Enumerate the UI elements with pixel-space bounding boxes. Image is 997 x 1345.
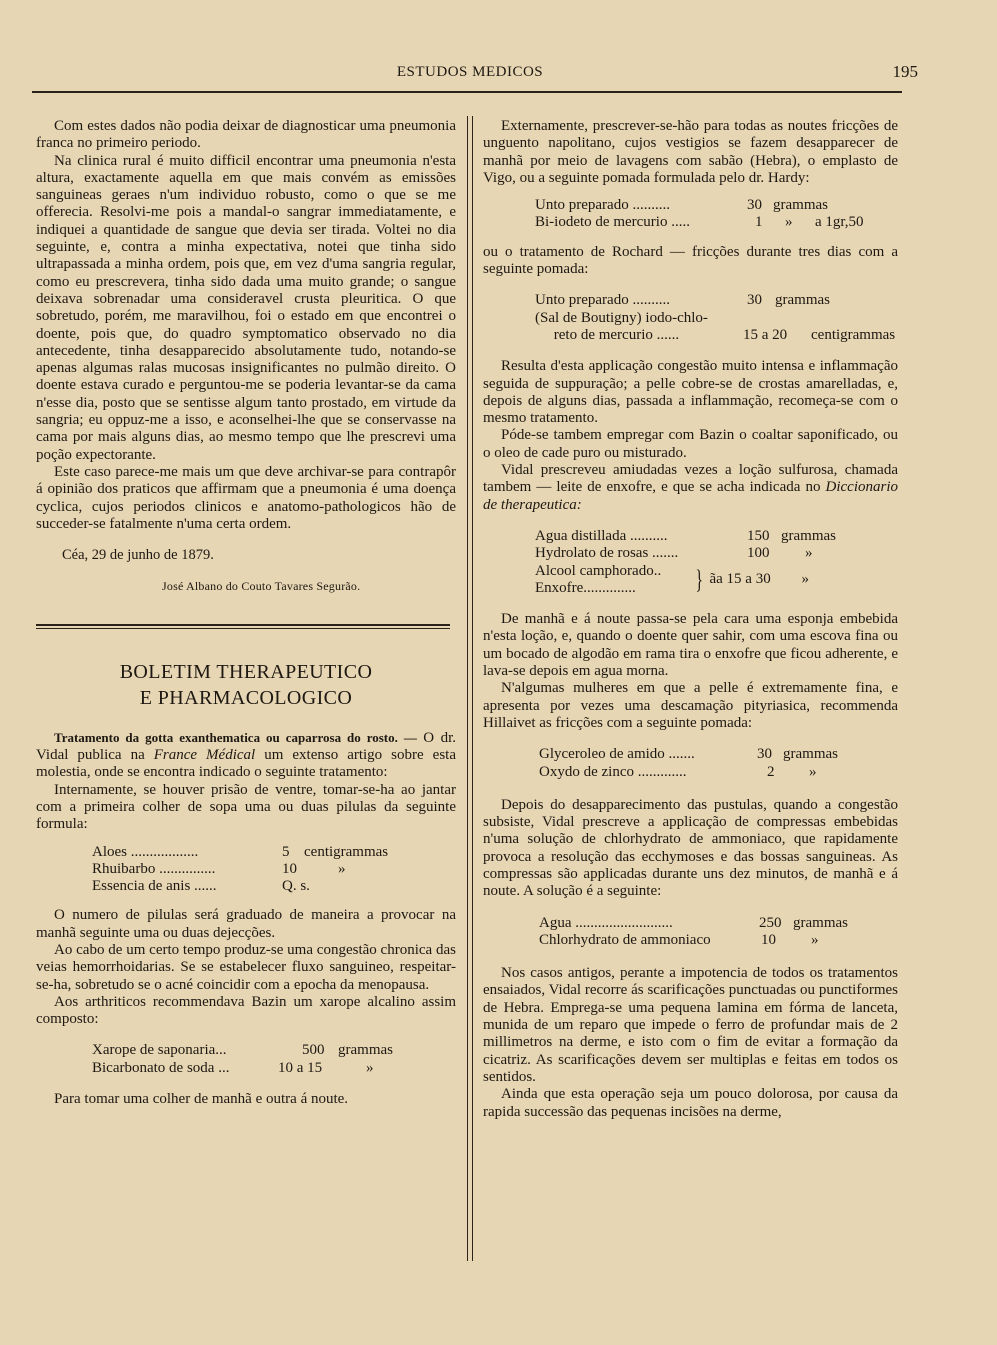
prescription-formula (535, 292, 898, 344)
ingredient-qty: 15 a 20 (743, 326, 788, 343)
right-column (483, 118, 898, 1121)
ingredient-unit: » (811, 931, 819, 948)
ingredient-name: (Sal de Boutigny) iodo-chlo- (535, 309, 708, 326)
ingredient-unit: » (801, 571, 809, 588)
text-run: Vidal prescreveu amiudadas vezes a loção sulfurosa, chamada tambem — leite de enxofre, e que se acha indicada no (483, 462, 898, 496)
formula-row (92, 861, 456, 878)
prescription-formula (535, 528, 898, 597)
paragraph: Com estes dados não podia deixar de diagnosticar uma pneumonia franca no primeiro periodo. (36, 118, 456, 152)
paragraph: Ainda que esta operação seja um pouco dolorosa, por causa da rapida successão das pequenas incisões na derme, (483, 1086, 898, 1120)
article-heading: Tratamento da gotta exanthematica ou caparrosa do rosto. — (54, 729, 417, 745)
paragraph: Nos casos antigos, perante a impotencia de todos os tratamentos ensaiados, Vidal recorre ás scarificações punctuadas ou punctiformes de Hebra. Emprega-se uma pequena lamina em fórma de lanceta, munida de um reparo que impede o ferro de profundar mais de 2 millimetros na derme, e isto com o fim de evitar a formação da cicatriz. As scarificações devem ser multiplas e feitas em todos os sentidos. (483, 965, 898, 1085)
ingredient-qty: 10 (761, 931, 776, 948)
paragraph: ou o tratamento de Rochard — fricções durante tres dias com a seguinte pomada: (483, 243, 898, 278)
ingredient-name: Hydrolato de rosas ....... (535, 545, 679, 562)
ingredient-unit: grammas (781, 527, 836, 544)
column-divider (467, 116, 468, 1261)
ingredient-unit: grammas (338, 1042, 393, 1059)
ingredient-qty: 2 (767, 763, 775, 780)
formula-row (535, 292, 898, 309)
formula-row (92, 844, 456, 861)
ingredient-name: Chlorhydrato de ammoniaco (539, 931, 711, 948)
prescription-formula (535, 197, 898, 232)
column-divider-second (472, 116, 473, 1261)
paragraph: O numero de pilulas será graduado de maneira a provocar na manhã seguinte uma ou duas dejecções. (36, 907, 456, 941)
text-run: um extenso artigo sobre esta molestia, onde se encontra indicado o seguinte tratamento: (36, 747, 456, 781)
paragraph: Externamente, prescrever-se-hão para todas as noutes fricções de unguento napolitano, cujos vestigios se fazem desapparecer de manhã por meio de lavagens com sabão (Hebra), o emplasto de Vigo, ou a seguinte pomada formulada pelo dr. Hardy: (483, 118, 898, 186)
ingredient-unit: centigrammas (811, 326, 896, 343)
formula-row (92, 878, 456, 895)
paragraph: Para tomar uma colher de manhã e outra á noute. (54, 1091, 349, 1108)
formula-row (539, 932, 898, 949)
dateline: Céa, 29 de junho de 1879. (62, 547, 214, 564)
ingredient-qty: 30 (747, 292, 762, 309)
ingredient-qty: 5 (282, 843, 290, 860)
prescription-formula (92, 1042, 456, 1077)
brace-glyph: } (695, 564, 703, 594)
author-signature: José Albano do Couto Tavares Segurão. (162, 579, 361, 594)
ingredient-qty: Q. s. (282, 878, 310, 895)
ingredient-unit: » (809, 763, 817, 780)
text-run: O dr. Vidal publica na (36, 729, 456, 764)
ingredient-unit: grammas (775, 292, 830, 309)
formula-brace-group (535, 563, 898, 598)
ingredient-name: Alcool camphorado.. (535, 562, 662, 579)
prescription-formula (539, 915, 898, 950)
book-title: Diccionario de therapeutica: (483, 479, 898, 513)
paragraph: Na clinica rural é muito difficil encontrar uma pneumonia n'esta altura, exactamente aquella em que mais convém as emissões sanguineas geraes n'um individuo robusto, como o que se me offerecia. Resolvi-me pois a mandal-o sangrar immediatamente, e indiquei a quantidade de sangue que devia ser tirada. Voltei no dia seguinte, e, contra a minha expectativa, notei que tinha sido ultrapassada a minha ordem, pois que, em vez d'uma sangria regular, como eu prescrevera, tinha sido dada uma muito grande; o sangue deixava sobrenadar uma consideravel crusta pleuritica. O que sobretudo, porém, me maravilhou, foi o estado em que encontrei o doente, pois que, do quadro symptomatico observado no dia antecedente, tinha desapparecido absolutamente tudo, notando-se apenas algumas ralas mucosas insignificantes no pulmão direito. O doente estava curado e perguntou-me se poderia levantar-se da cama n'esse dia, posto que se sentisse algum tanto prostado, em virtude da sangria; eu oppuz-me a isso, e aconselhei-lhe que se conservasse na cama por mais alguns dias, ao mesmo tempo que lhe prescrevi uma poção expectorante. (36, 152, 456, 463)
paragraph: Depois do desapparecimento das pustulas, quando a congestão subsiste, Vidal prescreve a applicação de compressas embebidas n'uma solução de chlorhydrato de ammoniaco, que rapidamente provoca a resolução das ecchymoses e das bossas sanguineas. As compressas são applicadas durante uns dez minutos, de manhã e á noute. A solução é a seguinte: (483, 796, 898, 900)
ingredient-name: Rhuibarbo ............... (92, 860, 216, 877)
ingredient-unit: grammas (783, 746, 838, 763)
ingredient-qty: 10 a 15 (278, 1059, 323, 1076)
paragraph: Resulta d'esta applicação congestão muito intensa e inflammação seguida de suppuração; a pelle cobre-se de crostas amarelladas, e, depois de alguns dias, passada a inflammação, recomeça-se com o mesmo tratamento. (483, 358, 898, 427)
ingredient-name: Unto preparado .......... (535, 292, 670, 309)
ingredient-unit: » a 1gr,50 (785, 214, 864, 231)
separator-line (36, 628, 450, 629)
ingredient-name: Bicarbonato de soda ... (92, 1059, 230, 1076)
ingredient-name: reto de mercurio ...... (535, 326, 680, 343)
ingredient-name: Unto preparado .......... (535, 197, 670, 214)
ingredient-qty: ãa 15 a 30 (709, 571, 771, 588)
formula-row (535, 528, 898, 545)
paragraph: De manhã e á noute passa-se pela cara uma esponja embebida n'esta loção, e, quando o doente quer sahir, com uma escova fina ou um bocado de algodão em rama tira o enxofre que ficou adherente, e lava-se depois em agua morna. (483, 611, 898, 680)
prescription-formula (539, 746, 898, 781)
ingredient-name: Bi-iodeto de mercurio ..... (535, 214, 690, 231)
ingredient-name: Glyceroleo de amido ....... (539, 746, 695, 763)
ingredient-qty: 30 (757, 746, 772, 763)
paragraph: Ao cabo de um certo tempo produz-se uma congestão chronica das veias hemorrhoidarias. Se se estabelecer fluxo sanguineo, respeitar-se-ha, sobretudo se o acné coincidir com a epocha da menopausa. (36, 941, 456, 993)
formula-row (92, 1060, 456, 1077)
formula-row (535, 214, 898, 231)
formula-row (535, 197, 898, 214)
ingredient-qty: 150 (747, 527, 770, 544)
formula-row (539, 764, 898, 781)
formula-row (535, 327, 898, 344)
section-separator (36, 624, 456, 629)
ingredient-name: Agua distillada .......... (535, 527, 668, 544)
paragraph: Aos arthriticos recommendava Bazin um xarope alcalino assim composto: (36, 993, 456, 1028)
ingredient-qty: 1 (755, 214, 763, 231)
formula-row (92, 1042, 456, 1059)
prescription-formula (92, 844, 456, 896)
ingredient-qty: 250 (759, 914, 782, 931)
section-title (36, 659, 456, 711)
ingredient-unit: grammas (793, 914, 848, 931)
section-title-line: E PHARMACOLOGICO (139, 686, 353, 709)
ingredient-qty: 100 (747, 545, 770, 562)
separator-line (36, 624, 450, 626)
formula-row (535, 545, 898, 562)
formula-row (539, 746, 898, 763)
ingredient-qty: 30 (747, 197, 762, 214)
ingredient-unit: » (805, 545, 813, 562)
ingredient-unit: grammas (773, 197, 828, 214)
ingredient-qty: 10 (282, 860, 297, 877)
running-head: ESTUDOS MEDICOS (396, 64, 544, 80)
ingredient-unit: centigrammas (304, 843, 389, 860)
header-rule (32, 91, 902, 93)
ingredient-unit: » (338, 860, 346, 877)
paragraph: Internamente, se houver prisão de ventre, tomar-se-ha ao jantar com a primeira colher de sopa uma ou duas pilulas da seguinte formula: (36, 781, 456, 833)
ingredient-name: Enxofre.............. (535, 579, 636, 596)
ingredient-name: Xarope de saponaria... (92, 1042, 227, 1059)
paragraph: N'algumas mulheres em que a pelle é extremamente fina, e apresenta por vezes uma descamação pityriasica, recommenda Hillaivet as fricções com a seguinte pomada: (483, 680, 898, 731)
ingredient-name: Oxydo de zinco ............. (539, 763, 687, 780)
ingredient-name: Essencia de anis ...... (92, 878, 217, 895)
article-intro (36, 729, 456, 782)
paragraph (483, 462, 898, 514)
section-title-line: BOLETIM THERAPEUTICO (119, 660, 373, 683)
paragraph: Póde-se tambem empregar com Bazin o coaltar saponificado, ou o oleo de cade puro ou misturado. (483, 427, 898, 461)
left-column (36, 118, 456, 1108)
journal-name: France Médical (153, 747, 256, 764)
paragraph: Este caso parece-me mais um que deve archivar-se para contrapôr á opinião dos praticos que affirmam que a pneumonia é uma doença cyclica, cujos periodos clinicos e anatomo-pathologicos hão de succeder-se fatalmente n'uma certa ordem. (36, 463, 456, 532)
page-number: 195 (892, 62, 918, 81)
formula-row (535, 310, 898, 327)
ingredient-name: Aloes .................. (92, 843, 199, 860)
ingredient-unit: » (366, 1059, 374, 1076)
ingredient-name: Agua .......................... (539, 914, 673, 931)
ingredient-qty: 500 (302, 1042, 325, 1059)
formula-row (539, 915, 898, 932)
